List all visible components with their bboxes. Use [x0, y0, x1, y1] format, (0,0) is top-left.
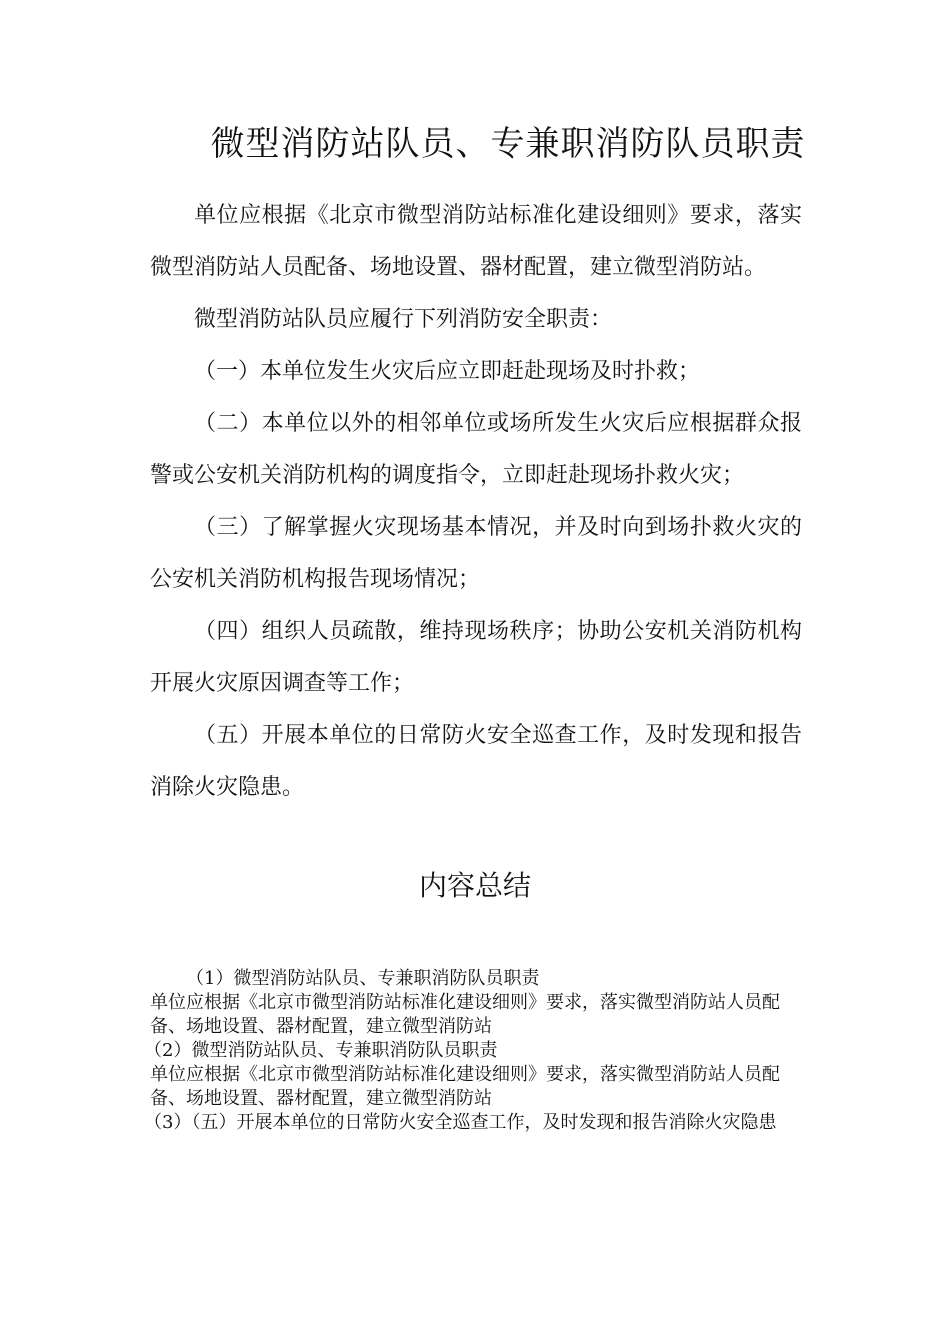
summary-item-3-text: （3）（五）开展本单位的日常防火安全巡查工作，及时发现和报告消除火灾隐患 [144, 1112, 777, 1133]
summary-section [144, 967, 802, 1135]
summary-item-2-text: 单位应根据《北京市微型消防站标准化建设细则》要求，落实微型消防站人员配备、场地设置、器材配置，建立微型消防站 [150, 1064, 780, 1109]
summary-item-1-heading: （1）微型消防站队员、专兼职消防队员职责 [186, 968, 540, 989]
paragraph-duty-3: （三）了解掌握火灾现场基本情况，并及时向到场扑救火灾的公安机关消防机构报告现场情况； [150, 515, 802, 592]
summary-item-1-text: 单位应根据《北京市微型消防站标准化建设细则》要求，落实微型消防站人员配备、场地设置、器材配置，建立微型消防站 [150, 992, 780, 1037]
summary-item-2-heading: （2）微型消防站队员、专兼职消防队员职责 [144, 1040, 498, 1061]
paragraph-intro: 单位应根据《北京市微型消防站标准化建设细则》要求，落实微型消防站人员配备、场地设置、器材配置，建立微型消防站。 [150, 203, 802, 280]
paragraph-duty-2: （二）本单位以外的相邻单位或场所发生火灾后应根据群众报警或公安机关消防机构的调度指令，立即赶赴现场扑救火灾； [150, 411, 802, 488]
paragraph-duty-5: （五）开展本单位的日常防火安全巡查工作，及时发现和报告消除火灾隐患。 [150, 723, 802, 800]
paragraph-duties-heading: 微型消防站队员应履行下列消防安全职责： [194, 307, 613, 332]
paragraph-duty-4: （四）组织人员疏散，维持现场秩序；协助公安机关消防机构开展火灾原因调查等工作； [150, 619, 802, 696]
paragraph-duty-1: （一）本单位发生火灾后应立即赶赴现场及时扑救； [194, 359, 701, 384]
document-title: 微型消防站队员、专兼职消防队员职责 [210, 124, 806, 164]
summary-title: 内容总结 [418, 869, 531, 902]
document-body [150, 190, 802, 814]
